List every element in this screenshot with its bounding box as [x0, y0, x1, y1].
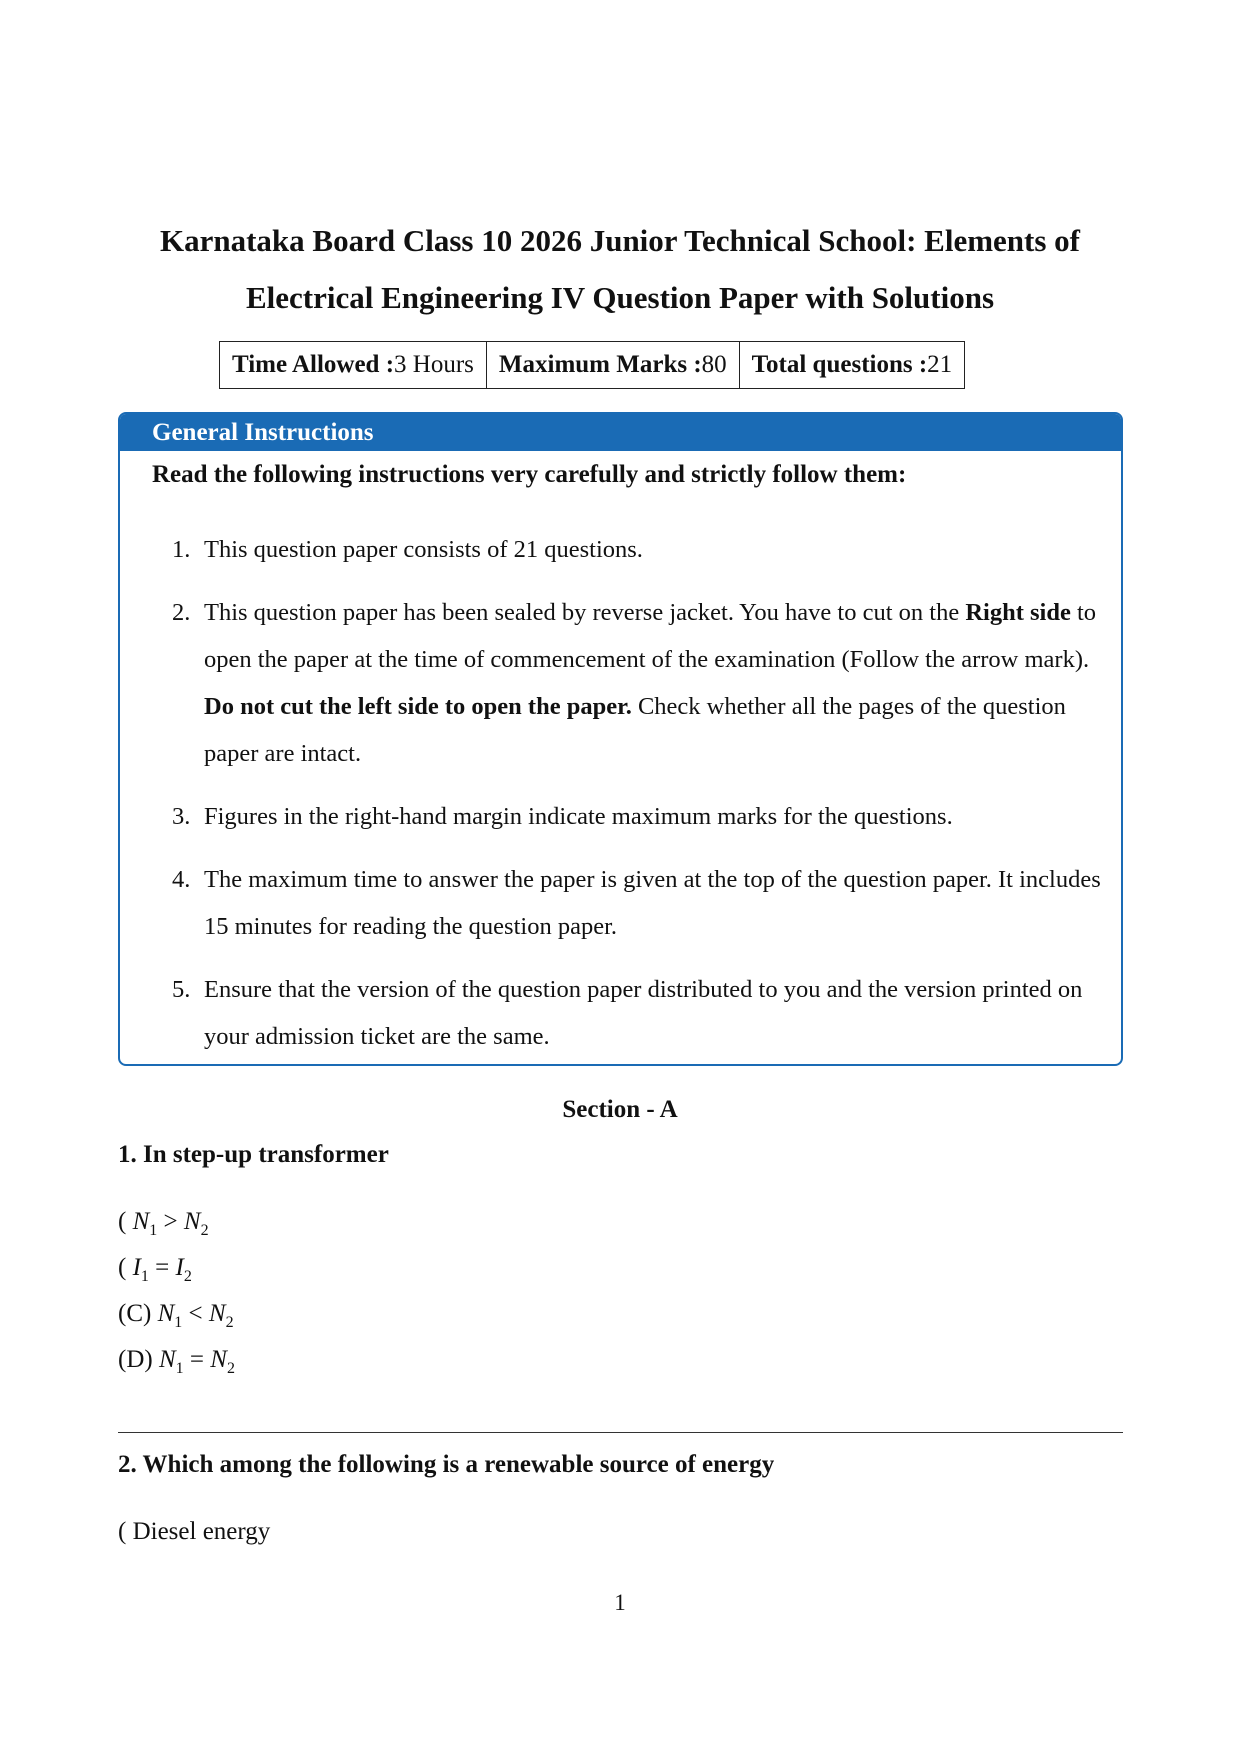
q1-option-c [118, 1300, 234, 1332]
instruction-text-part: to open the paper at the time of commencement of the examination (Follow the arrow mark). [204, 599, 1097, 673]
instruction-text: The maximum time to answer the paper is given at the top of the question paper. It includes 15 minutes for reading the question paper. [204, 866, 1101, 940]
math-var: I [175, 1254, 184, 1281]
instruction-item [120, 856, 1121, 950]
instruction-number: 4. [172, 866, 191, 893]
q1-option-b [118, 1254, 192, 1286]
instruction-text-part: This question paper has been sealed by reverse jacket. You have to cut on the [204, 599, 966, 626]
math-subscript: 1 [149, 1222, 158, 1239]
maximum-marks-value: 80 [701, 351, 727, 378]
math-var: N [183, 1208, 201, 1235]
instruction-text: This question paper consists of 21 questions. [204, 536, 643, 563]
math-subscript: 1 [174, 1314, 183, 1331]
page-title [100, 212, 1140, 326]
instruction-text [204, 599, 1096, 767]
instruction-emphasis: Right side [965, 599, 1071, 626]
math-var: I [132, 1254, 141, 1281]
total-questions-label: Total questions : [751, 351, 928, 378]
math-var: N [208, 1300, 226, 1327]
instruction-item [120, 526, 1121, 573]
instruction-emphasis: Do not cut the left side to open the paper. [204, 693, 632, 720]
q1-option-a [118, 1208, 209, 1240]
instruction-item [120, 793, 1121, 840]
option-label: (C) [118, 1300, 152, 1327]
title-line-2: Electrical Engineering IV Question Paper with Solutions [245, 280, 995, 315]
option-label: ( [118, 1208, 127, 1235]
instruction-item [120, 966, 1121, 1060]
instruction-text-part: Check whether all the pages of the question paper are intact. [204, 693, 1066, 767]
math-var: N [210, 1346, 227, 1373]
instruction-number: 2. [172, 599, 191, 626]
instruction-item [120, 589, 1121, 777]
instructions-heading: General Instructions [120, 414, 1121, 451]
section-title: Section - A [562, 1096, 678, 1123]
instruction-text: Figures in the right-hand margin indicate maximum marks for the questions. [204, 803, 953, 830]
title-line-1: Karnataka Board Class 10 2026 Junior Technical School: Elements of [159, 223, 1081, 258]
instruction-number: 1. [172, 536, 191, 563]
instruction-number: 3. [172, 803, 191, 830]
math-var: N [157, 1300, 175, 1327]
general-instructions-box [118, 412, 1123, 1066]
maximum-marks-label: Maximum Marks : [498, 351, 702, 378]
maximum-marks-cell [487, 342, 740, 388]
instructions-lead: Read the following instructions very carefully and strictly follow them: [152, 461, 907, 488]
option-math [132, 1208, 209, 1239]
math-var: N [158, 1346, 176, 1373]
instructions-list [120, 526, 1121, 1066]
math-subscript: 1 [175, 1360, 184, 1377]
question-2-text: 2. Which among the following is a renewable source of energy [118, 1451, 775, 1478]
option-math [158, 1346, 235, 1377]
instruction-number: 5. [172, 976, 191, 1003]
question-divider [118, 1432, 1123, 1433]
math-operator: = [148, 1254, 176, 1281]
q1-option-d [118, 1346, 235, 1378]
math-subscript: 2 [225, 1314, 234, 1331]
q2-option-a: ( Diesel energy [118, 1518, 271, 1545]
question-1-text: 1. In step-up transformer [118, 1141, 389, 1168]
math-subscript: 2 [226, 1360, 235, 1377]
option-label: ( [118, 1254, 127, 1281]
option-math [132, 1254, 192, 1285]
time-allowed-cell [220, 342, 487, 388]
total-questions-cell [740, 342, 965, 388]
time-allowed-value: 3 Hours [394, 351, 474, 378]
page-number: 1 [614, 1590, 626, 1615]
exam-meta-table [219, 341, 965, 389]
math-operator: > [157, 1208, 184, 1235]
math-subscript: 1 [140, 1268, 149, 1285]
math-operator: = [183, 1346, 211, 1373]
total-questions-value: 21 [927, 351, 953, 378]
math-operator: < [182, 1300, 209, 1327]
math-var: N [132, 1208, 150, 1235]
math-subscript: 2 [183, 1268, 192, 1285]
option-math [157, 1300, 234, 1331]
time-allowed-label: Time Allowed : [232, 351, 395, 378]
instruction-text: Ensure that the version of the question paper distributed to you and the version printed on your admission ticket are the same. [204, 976, 1083, 1050]
math-subscript: 2 [200, 1222, 209, 1239]
option-label: (D) [118, 1346, 153, 1373]
